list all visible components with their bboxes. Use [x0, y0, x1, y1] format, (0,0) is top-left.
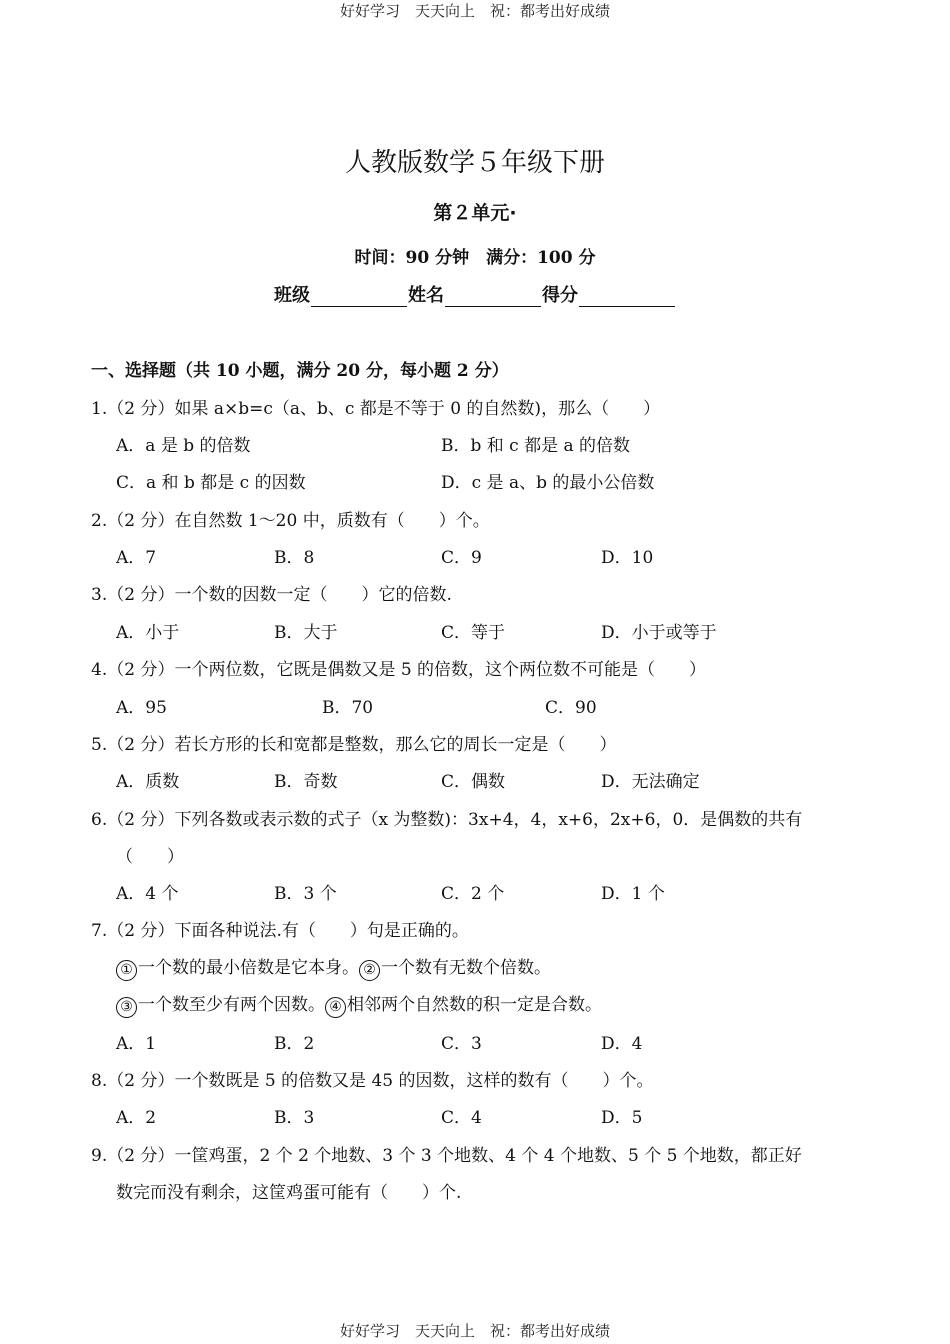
q1-option-b: B．b 和 c 都是 a 的倍数 [441, 436, 631, 456]
question-7: 7.（2 分）下面各种说法.有（ ）句是正确的。 [91, 921, 469, 941]
score-label: 得分 [542, 285, 578, 306]
q2-option-d: D．10 [601, 548, 654, 568]
page-footer: 好好学习 天天向上 祝：都考出好成绩 [339, 1322, 610, 1340]
name-label: 姓名 [408, 285, 444, 306]
name-blank[interactable] [445, 288, 541, 307]
q8-option-a: A．2 [116, 1108, 157, 1128]
q3-option-b: B．大于 [274, 623, 338, 643]
circled-number: ③ [116, 997, 137, 1018]
q1-option-d: D．c 是 a、b 的最小公倍数 [441, 473, 655, 493]
q2-option-a: A．7 [116, 548, 157, 568]
q8-option-d: D．5 [601, 1108, 643, 1128]
q3-option-a: A．小于 [116, 623, 180, 643]
q7-option-d: D．4 [601, 1034, 643, 1054]
q6-stem-continued: （ ） [116, 847, 184, 867]
student-info-line [0, 281, 950, 307]
q7-option-c: C．3 [441, 1034, 482, 1054]
q1-option-c: C．a 和 b 都是 c 的因数 [116, 473, 306, 493]
circled-number: ① [116, 960, 137, 981]
question-3: 3.（2 分）一个数的因数一定（ ）它的倍数. [91, 585, 452, 605]
q6-option-c: C．2 个 [441, 884, 505, 904]
class-label: 班级 [274, 285, 310, 306]
q5-option-c: C．偶数 [441, 772, 506, 792]
q5-option-d: D．无法确定 [601, 772, 700, 792]
question-9: 9.（2 分）一筐鸡蛋，2 个 2 个地数、3 个 3 个地数、4 个 4 个地数、5 个 5 个地数，都正好 [91, 1146, 802, 1166]
q6-option-a: A．4 个 [116, 884, 179, 904]
q7-option-b: B．2 [274, 1034, 315, 1054]
statement-text: 相邻两个自然数的积一定是合数。 [347, 995, 602, 1015]
question-2: 2.（2 分）在自然数 1～20 中，质数有（ ）个。 [91, 511, 490, 531]
circled-number: ④ [325, 997, 346, 1018]
question-8: 8.（2 分）一个数既是 5 的倍数又是 45 的因数，这样的数有（ ）个。 [91, 1071, 654, 1091]
question-4: 4.（2 分）一个两位数，它既是偶数又是 5 的倍数，这个两位数不可能是（ ） [91, 660, 707, 680]
circled-number: ② [359, 960, 380, 981]
unit-subtitle: 第２单元· [433, 202, 517, 224]
q3-option-d: D．小于或等于 [601, 623, 717, 643]
q5-option-a: A．质数 [116, 772, 180, 792]
q4-option-b: B．70 [322, 698, 374, 718]
question-5: 5.（2 分）若长方形的长和宽都是整数，那么它的周长一定是（ ） [91, 735, 617, 755]
score-blank[interactable] [579, 288, 675, 307]
statement-text: 一个数至少有两个因数。 [138, 995, 325, 1015]
q5-option-b: B．奇数 [274, 772, 338, 792]
q7-option-a: A．1 [116, 1034, 157, 1054]
section-heading: 一、选择题（共 10 小题，满分 20 分，每小题 2 分） [91, 361, 509, 381]
q3-option-c: C．等于 [441, 623, 506, 643]
class-blank[interactable] [311, 288, 407, 307]
q6-option-b: B．3 个 [274, 884, 337, 904]
q6-option-d: D．1 个 [601, 884, 665, 904]
q8-option-b: B．3 [274, 1108, 315, 1128]
q9-stem-continued: 数完而没有剩余，这筐鸡蛋可能有（ ）个. [116, 1183, 462, 1203]
q4-option-a: A．95 [116, 698, 167, 718]
time-score-line: 时间：90 分钟 满分：100 分 [354, 248, 596, 268]
q2-option-b: B．8 [274, 548, 315, 568]
q8-option-c: C．4 [441, 1108, 482, 1128]
q7-statements-line-1 [116, 953, 551, 981]
q1-option-a: A．a 是 b 的倍数 [116, 436, 251, 456]
q7-statements-line-2 [116, 990, 602, 1018]
statement-text: 一个数有无数个倍数。 [381, 958, 551, 978]
q4-option-c: C．90 [545, 698, 597, 718]
q2-option-c: C．9 [441, 548, 482, 568]
question-1: 1.（2 分）如果 a×b=c（a、b、c 都是不等于 0 的自然数)，那么（ ） [91, 399, 661, 419]
page-header: 好好学习 天天向上 祝：都考出好成绩 [339, 2, 610, 20]
statement-text: 一个数的最小倍数是它本身。 [138, 958, 359, 978]
question-6: 6.（2 分）下列各数或表示数的式子（x 为整数)：3x+4，4，x+6，2x+6，0．是偶数的共有 [91, 810, 803, 830]
page-title: 人教版数学５年级下册 [344, 148, 605, 178]
